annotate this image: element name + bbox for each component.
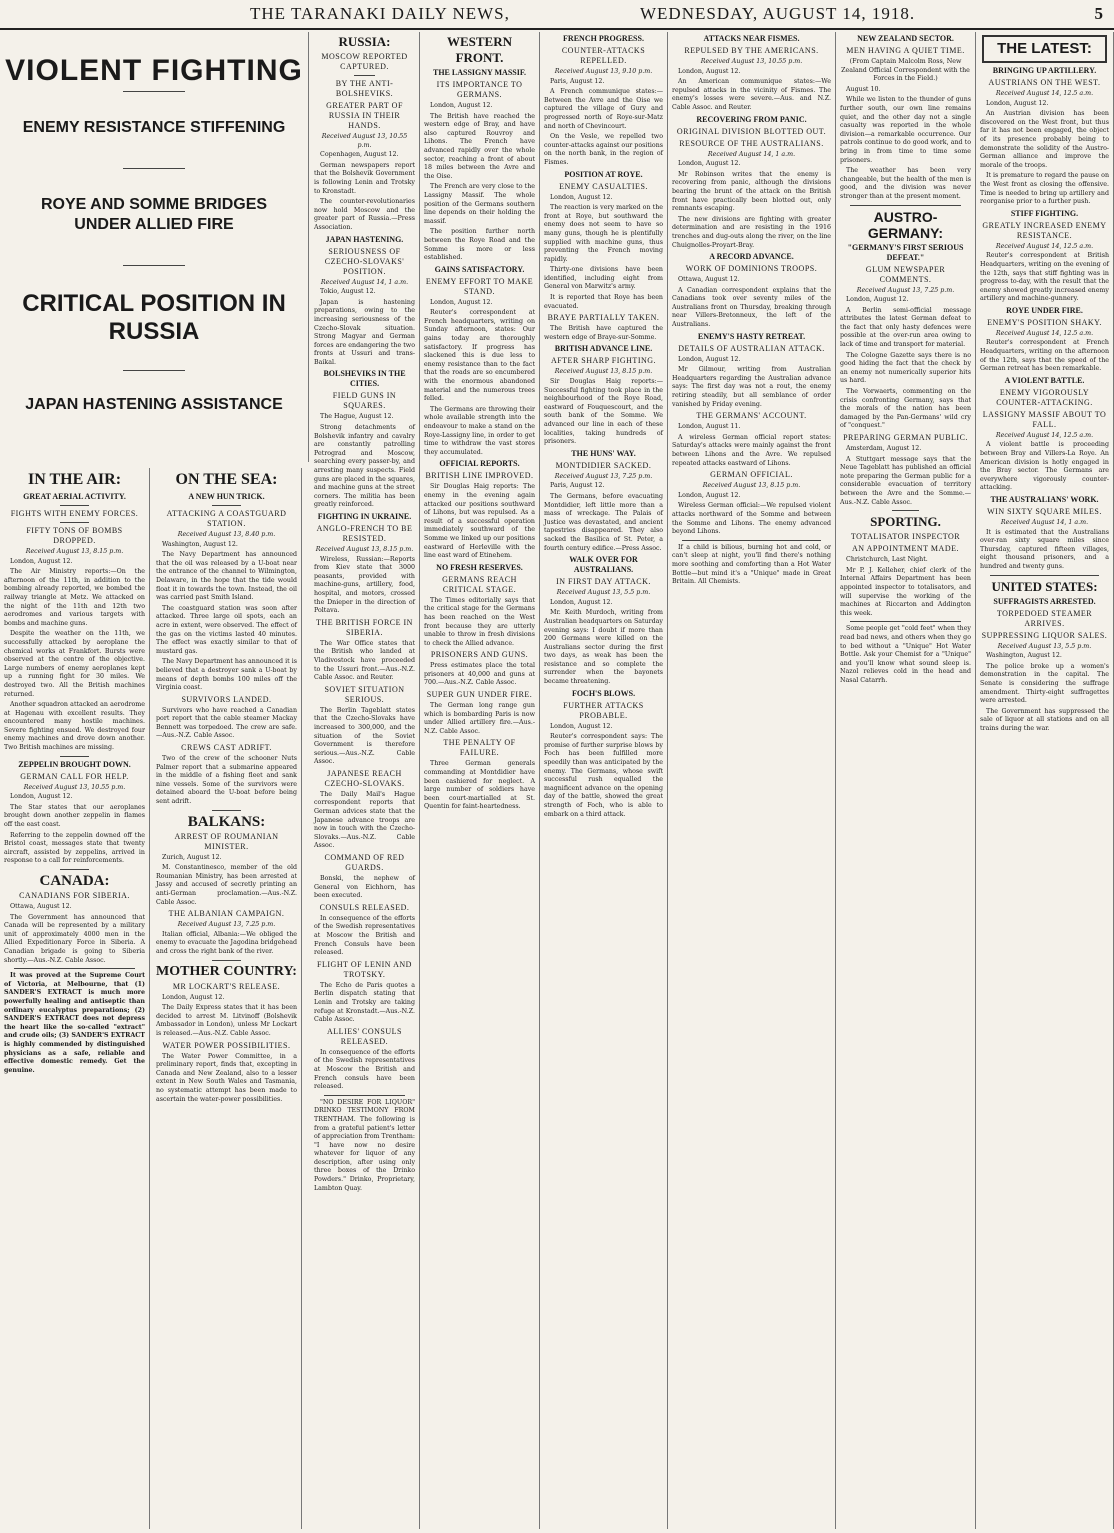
western-paragraph-3: The position further north between the Roye Road and the Somme is more or less established. bbox=[424, 228, 535, 262]
air-paragraph-2: Despite the weather on the 11th, we successfully attacked by aeroplane the chemical works at Frankfort. Bursts were observed at the centre of the objective. Large numbers of enemy aeroplanes kept up a running fight for 30 miles. We destroyed two. All the British machines returned. bbox=[4, 630, 145, 698]
mother-country-heading: MOTHER COUNTRY: bbox=[156, 963, 297, 979]
canada-paragraph: The Government has announced that Canada will be represented by a military unit of approximately 4000 men in the Allied Expeditionary Force in Siberia. A Canadian brigade is going to Siberia shortly.—Aus.-N.Z. Cable Assoc. bbox=[4, 913, 145, 964]
braye-paragraph: The British have captured the western edge of Braye-sur-Somme. bbox=[544, 325, 663, 341]
austro-germany-paragraph-2: The Cologne Gazette says there is no good hiding the fact that the check by an enemy not numerically superior hits us hard. bbox=[840, 351, 971, 385]
japanese-reach-paragraph: The Daily Mail's Hague correspondent reports that German advices state that the Japanese advance troops are now in touch with the Czecho-Slovaks.—Aus.-N.Z. Cable Assoc. bbox=[314, 790, 415, 850]
roye-under-fire-dateline: Received August 14, 12.5 a.m. bbox=[995, 329, 1094, 337]
record-advance-paragraph: A Canadian correspondent explains that the Canadians took over seventy miles of the Australians front on Thursday, breaking through near Villers-Bretonneux, the left of the Australians. bbox=[672, 286, 831, 329]
lead-split-columns bbox=[0, 468, 308, 1529]
united-states-subhead-3: SUPPRESSING LIQUOR SALES. bbox=[981, 630, 1108, 640]
united-states-dateline: Received August 13, 5.5 p.m. bbox=[997, 642, 1092, 650]
japan-place: Tokio, August 12. bbox=[320, 288, 376, 296]
recovering-paragraph-2: The new divisions are fighting with greater determination and are resisting in the 1916 trenches and dug-outs along the river, on the line Chuignolles-Proyart-Bray. bbox=[672, 215, 831, 249]
austro-germany-heading: AUSTRO-GERMANY: bbox=[867, 208, 944, 241]
supergun-heading: SUPER GUN UNDER FIRE. bbox=[426, 690, 533, 700]
austro-germany-subhead-2: GLUM NEWSPAPER COMMENTS. bbox=[865, 264, 946, 284]
section-title-latest: THE LATEST: bbox=[997, 40, 1092, 57]
french-dateline: Received August 13, 9.10 p.m. bbox=[554, 68, 653, 75]
huns-way-place: Paris, August 12. bbox=[550, 482, 605, 490]
australians-work-dateline: Received August 14, 1 a.m. bbox=[1000, 519, 1089, 526]
russia-place: Copenhagen, August 12. bbox=[320, 151, 399, 159]
survivors-paragraph: Survivors who have reached a Canadian port report that the cable steamer Mackay Bennett was torpedoed. The crew are safe.—Aus.-N.Z. Cable Assoc. bbox=[156, 706, 297, 740]
walk-over-dateline: Received August 13, 5.5 p.m. bbox=[556, 589, 651, 597]
gains-heading: GAINS SATISFACTORY. bbox=[434, 264, 525, 274]
austro-germany-subhead-1: "GERMANY'S FIRST SERIOUS DEFEAT." bbox=[847, 242, 964, 262]
nz-subhead: MEN HAVING A QUIET TIME. bbox=[846, 46, 965, 55]
issue-date: WEDNESDAY, AUGUST 14, 1918. bbox=[640, 4, 916, 23]
violent-battle-heading: A VIOLENT BATTLE. bbox=[1004, 375, 1085, 385]
red-guards-heading: COMMAND OF RED GUARDS. bbox=[324, 853, 405, 873]
united-states-paragraph-2: The Government has suppressed the sale of liquor at all stations and on all trains during the war. bbox=[980, 707, 1109, 732]
water-power-heading: WATER POWER POSSIBILITIES. bbox=[162, 1040, 291, 1050]
stiff-fighting-paragraph: Reuter's correspondent at British Headquarters, writing on the evening of the 12th, says that stiff fighting was in progress to-day, with the result that the enemy showed greatly increased enemy artillery and machine-gunnery. bbox=[980, 252, 1109, 303]
red-guards-paragraph: Bonski, the nephew of General von Eichhorn, has been executed. bbox=[314, 875, 415, 900]
western-paragraph-1: The British have reached the western edge of Bray, and have also captured Rouvroy and Lihons. The French have advanced rapidly over the whole sector, reaching a front of about 18 miles between the Avre and the Oise. bbox=[424, 112, 535, 180]
attacks-paragraph: An American communique states:—We repulsed attacks in the vicinity of Fismes. The enemy's losses were severe.—Aus. and N.Z. Cable Assoc. and Reuter. bbox=[672, 78, 831, 111]
australians-work-heading: THE AUSTRALIANS' WORK. bbox=[990, 495, 1099, 504]
fochs-blows-paragraph: Reuter's correspondent says: The promise of further surprise blows by Foch has been fulfilled more speedily than was anticipated by the enemy. The Germans, whose swift successful rush equalled the magnificent advance on the opening day of the battle, showed the great strength of Foch, who is able to embark on a third attack. bbox=[544, 733, 663, 818]
violent-battle-paragraph: A violent battle is proceeding between Bray and Villers-La Roye. An American division is hotly engaged in the Bray sector. The Germans are everywhere vigorously counter-attacking. bbox=[980, 441, 1109, 492]
german-official-dateline: Received August 13, 8.15 p.m. bbox=[702, 482, 801, 490]
french-place: Paris, August 12. bbox=[550, 77, 605, 85]
nz-paragraph-1: While we listen to the thunder of guns further south, our own line remains quiet, and the other day not a single casualty was reported in the whole division—a remarkable occurrence. Our patrols continue to do good work, and to bring in from time to time some prisoners. bbox=[840, 96, 971, 164]
attacks-dateline: Received August 13, 10.55 p.m. bbox=[700, 58, 803, 65]
roye-under-fire-paragraph: Reuter's correspondent at French Headquarters, writing on the afternoon of the 12th, says that the speed of the German retreat has been remarkable. bbox=[980, 339, 1109, 373]
record-advance-subhead: WORK OF DOMINIONS TROOPS. bbox=[685, 264, 818, 274]
air-paragraph-1: The Air Ministry reports:—On the afternoon of the 11th, in addition to the bombing already reported, we bombed the railway triangle at Metz. We attacked on the night of the 11th and 12th two aerodromes and various targets with bombs and machine guns. bbox=[4, 568, 145, 627]
russia-subhead-3: GREATER PART OF RUSSIA IN THEIR HANDS. bbox=[326, 101, 403, 130]
latest-subhead-1: BRINGING UP ARTILLERY. bbox=[992, 66, 1097, 75]
prisoners-paragraph: Press estimates place the total prisoners at 40,000 and guns at 700.—Aus.-N.Z. Cable Assoc. bbox=[424, 662, 535, 687]
canada-place: Ottawa, August 12. bbox=[10, 903, 72, 910]
headline-japan-hastening: JAPAN HASTENING ASSISTANCE bbox=[25, 396, 283, 413]
japanese-reach-heading: JAPANESE REACH CZECHO-SLOVAKS. bbox=[324, 768, 405, 788]
walk-over-subhead: IN FIRST DAY ATTACK. bbox=[556, 577, 651, 587]
united-states-subhead-1: SUFFRAGISTS ARRESTED. bbox=[993, 596, 1096, 606]
preparing-public-paragraph: A Stuttgart message says that the Neue Tageblatt has published an official note preparing the German public for a considerable evacuation of territory between the Avre and the Somme.—Aus.-N.Z. Cable Assoc. bbox=[840, 455, 971, 506]
air-subhead-2: FIGHTS WITH ENEMY FORCES. bbox=[10, 509, 139, 518]
bolsheviks-place: The Hague, August 12. bbox=[320, 413, 394, 421]
french-subhead: COUNTER-ATTACKS REPELLED. bbox=[561, 46, 646, 65]
roye-paragraph-2: Thirty-one divisions have been identified, including eight from General von Marwitz's army. bbox=[544, 266, 663, 291]
consuls-paragraph: In consequence of the efforts of the Swedish representatives at Moscow the British and French Consuls have been released. bbox=[314, 914, 415, 957]
stiff-fighting-subhead: GREATLY INCREASED ENEMY RESISTANCE. bbox=[982, 220, 1107, 240]
western-paragraph-2: The French are very close to the Lassigny Massif. The whole position of the Germans southern line depends on their holding the massif. bbox=[424, 183, 535, 225]
western-subhead-1: THE LASSIGNY MASSIF. bbox=[433, 68, 526, 77]
ukraine-dateline: Received August 13, 8.15 p.m. bbox=[315, 546, 414, 553]
germans-account-heading: THE GERMANS' ACCOUNT. bbox=[696, 411, 807, 421]
russia-paragraph-2: The counter-revolutionaries now hold Moscow and the greater part of Russia.—Press Association. bbox=[314, 198, 415, 231]
balkans-heading: BALKANS: bbox=[187, 813, 266, 830]
braye-heading: BRAYE PARTIALLY TAKEN. bbox=[547, 313, 660, 323]
roye-paragraph-1: The reaction is very marked on the front at Roye, but southward the enemy does not seem to have so many guns, though he is plentifully supplied with machine guns, thus preventing the French moving rapidly. bbox=[544, 204, 663, 263]
british-advance-dateline: Received August 13, 8.15 p.m. bbox=[554, 368, 653, 376]
nz-place: August 10. bbox=[846, 85, 881, 93]
headline-critical-position-russia: CRITICAL POSITION IN RUSSIA bbox=[22, 290, 286, 345]
ukraine-subhead: ANGLO-FRENCH TO BE RESISTED. bbox=[316, 524, 413, 543]
united-states-paragraph-1: The police broke up a women's demonstration in the capital. The Senate is considering the suffrage amendment. Thirty-eight suffragettes were arrested. bbox=[980, 662, 1109, 705]
column-french-progress bbox=[540, 32, 668, 1529]
section-title-western-front: WESTERN FRONT. bbox=[446, 34, 513, 65]
bolsheviks-subhead: FIELD GUNS IN SQUARES. bbox=[332, 391, 397, 411]
column-western-front bbox=[420, 32, 540, 1529]
latest-paragraph-1: An Austrian division has been discovered on the West front, but thus far it has not been engaged, the object of its presence probably being to demonstrate the solidity of the Austro-German alliance and improve the morale of the troops. bbox=[980, 110, 1109, 169]
huns-way-subhead: MONTDIDIER SACKED. bbox=[555, 460, 652, 470]
german-official-paragraph: Wireless German official:—We repulsed violent attacks northward of the Somme and between the Somme and Lihons. The enemy advanced beyond Lihons. bbox=[672, 502, 831, 536]
zeppelin-place: London, August 12. bbox=[10, 793, 73, 801]
recovering-heading: RECOVERING FROM PANIC. bbox=[696, 114, 807, 124]
headline-enemy-resistance: ENEMY RESISTANCE STIFFENING bbox=[22, 119, 286, 136]
consuls-heading: CONSULS RELEASED. bbox=[319, 902, 410, 912]
soviet-heading: SOVIET SITUATION SERIOUS. bbox=[324, 684, 405, 704]
austro-germany-place: London, August 12. bbox=[846, 296, 909, 304]
reserves-paragraph: The Times editorially says that the critical stage for the Germans has been reached on the West front because they are utterly unable to throw in fresh divisions to check the Allied advance. bbox=[424, 596, 535, 647]
huns-way-heading: THE HUNS' WAY. bbox=[571, 448, 636, 458]
column-in-the-air bbox=[0, 468, 150, 1529]
nz-intro: (From Captain Malcolm Ross, New Zealand Official Correspondent with the Forces in the Field.) bbox=[841, 58, 970, 83]
german-official-place: London, August 12. bbox=[678, 491, 741, 499]
air-subhead-1: GREAT AERIAL ACTIVITY. bbox=[23, 492, 126, 501]
germans-account-place: London, August 11. bbox=[678, 423, 741, 431]
sporting-heading: SPORTING. bbox=[870, 514, 941, 530]
drinko-advert: "NO DESIRE FOR LIQUOR" DRINKO TESTIMONY FROM TRENTHAM. The following is from a grateful patient's letter of appreciation from Trentham: "I have now no desire whatever for liquor of any description, after using only three boxes of the Drinko Powders." Drinko, Proprietary, Lambton Quay. bbox=[314, 1098, 415, 1192]
air-dateline: Received August 13, 8.15 p.m. bbox=[25, 548, 124, 555]
sporting-place: Christchurch, Last Night. bbox=[846, 556, 928, 564]
roye-under-fire-heading: ROYE UNDER FIRE. bbox=[1006, 305, 1083, 315]
hot-water-bottle-advert: If a child is bilious, burning hot and cold, or can't sleep at night, you'll find there's nothing more soothing and comforting than a Hot Water Bottle—but mind it's a "Unique" made in Great Britain. All Chemists. bbox=[672, 543, 831, 586]
russia-paragraph-1: German newspapers report that the Bolshevik Government is following Lenin and Trotsky to Kronstadt. bbox=[314, 161, 415, 195]
japan-subhead: SERIOUSNESS OF CZECHO-SLOVAKS' POSITION. bbox=[324, 246, 405, 276]
hasty-retreat-heading: ENEMY'S HASTY RETREAT. bbox=[697, 331, 806, 341]
section-title-attacks-fismes: ATTACKS NEAR FISMES. bbox=[703, 34, 800, 43]
allies-consuls-paragraph: In consequence of the efforts of the Swedish representatives at Moscow the British and French consuls have been released. bbox=[314, 1048, 415, 1091]
air-place: London, August 12. bbox=[10, 557, 73, 565]
mother-country-place: London, August 12. bbox=[162, 993, 225, 1001]
attacks-place: London, August 12. bbox=[678, 67, 741, 75]
united-states-heading: UNITED STATES: bbox=[991, 578, 1098, 594]
gains-paragraph-1: Reuter's correspondent at French headquarters, writing on Sunday afternoon, states: Our gains today are thoroughly satisfactory. If progress has slackened this is due less to enemy resistance than to the fact that the roads are so encumbered with the enormous abandoned material and the numerous trees felled. bbox=[424, 309, 535, 403]
column-russia bbox=[310, 32, 420, 1529]
hasty-retreat-paragraph: Mr Gilmour, writing from Australian Headquarters regarding the Australian advance says: The first day was not a rout, the enemy retiring steadily, but all semblance of order vanished by Friday evening. bbox=[672, 366, 831, 408]
british-advance-heading: BRITISH ADVANCE LINE. bbox=[554, 344, 653, 354]
air-subhead-3: FIFTY TONS OF BOMBS DROPPED. bbox=[26, 526, 123, 545]
official-reports-paragraph: Sir Douglas Haig reports: The enemy in the evening again attacked our positions southward of Lihons, but was repulsed. As a result of a successful operation immediately southward of the Somme we linked up our positions eastward of Herleville with the line east ward of Etinehem. bbox=[424, 483, 535, 560]
violent-battle-subhead-1: ENEMY VIGOROUSLY COUNTER-ATTACKING. bbox=[996, 387, 1093, 407]
column-nz-sector bbox=[836, 32, 976, 1529]
penalty-paragraph: Three German generals commanding at Montdidier have been cashiered for neglect. A large number of soldiers have been court-martialled at St. Quentin for faint-heartedness. bbox=[424, 760, 535, 811]
bolsheviks-paragraph: Strong detachments of Bolshevik infantry and cavalry are constantly patrolling Petrograd and Moscow, searching every passer-by, and arresting many suspects. Field guns are placed in the squares, and machine guns at the street corners. The militia has been greatly reinforced. bbox=[314, 424, 415, 509]
section-title-nz-sector: NEW ZEALAND SECTOR. bbox=[857, 34, 954, 43]
section-title-air: IN THE AIR: bbox=[27, 471, 122, 488]
french-paragraph-2: On the Vesle, we repelled two counter-attacks against our positions on the north bank, in the region of Fismes. bbox=[544, 133, 663, 166]
gains-paragraph-2: The Germans are throwing their whole available strength into the endeavour to make a stand on the Roye-Lassigny line, in order to get time to withdraw the vast stores they accumulated. bbox=[424, 405, 535, 456]
russia-subhead-2: BY THE ANTI-BOLSHEVIKS. bbox=[335, 79, 394, 98]
section-title-russia: RUSSIA: bbox=[338, 34, 391, 49]
sea-paragraph-2: The coastguard station was soon after attacked. Three large oil spots, each an acre in extent, were observed. The effect of the gas on the victims lasted 40 minutes. The effect was exactly similar to that of mustard gas. bbox=[156, 604, 297, 655]
albanian-heading: THE ALBANIAN CAMPAIGN. bbox=[168, 909, 285, 919]
roye-heading: POSITION AT ROYE. bbox=[564, 169, 643, 179]
balkans-place: Zurich, August 12. bbox=[162, 853, 222, 861]
attacks-subhead: REPULSED BY THE AMERICANS. bbox=[684, 46, 819, 55]
headline-violent-fighting: VIOLENT FIGHTING bbox=[5, 54, 303, 87]
preparing-public-place: Amsterdam, August 12. bbox=[846, 445, 922, 452]
siberia-heading: THE BRITISH FORCE IN SIBERIA. bbox=[316, 617, 413, 637]
mother-country-subhead: MR LOCKART'S RELEASE. bbox=[172, 981, 281, 991]
canada-heading: CANADA: bbox=[39, 873, 110, 889]
preparing-public-heading: PREPARING GERMAN PUBLIC. bbox=[843, 433, 968, 442]
crews-paragraph: Two of the crew of the schooner Nuts Palmer report that a submarine appeared in the middle of a fishing fleet and sank nine vessels. Some of the survivors were detained aboard the U-boat before being sent adrift. bbox=[156, 755, 297, 806]
sporting-paragraph: Mr P. J. Kelleher, chief clerk of the Internal Affairs Department has been appointed inspector to totalisators, and will supervise the working of the machines at Riccarton and Addington this week. bbox=[840, 566, 971, 617]
unique-bottle-advert: Some people get "cold feet" when they read bad news, and others when they go to bed without a "Unique" Hot Water Bottle. Ask your Chemist for a "Unique" and you'll know what sound sleep is. Nazol relieves cold in the head and Nasal Catarrh. bbox=[840, 625, 971, 684]
water-power-paragraph: The Water Power Committee, in a preliminary report, finds that, excepting in Canada and New Zealand, also to a lesser extent in New South Wales and Tasmania, no systematic attempt has been made to ascertain the water-power possibilities. bbox=[156, 1052, 297, 1103]
flight-heading: FLIGHT OF LENIN AND TROTSKY. bbox=[317, 959, 412, 979]
japan-dateline: Received August 14, 1 a.m. bbox=[320, 278, 409, 286]
recovering-dateline: Received August 14, 1 a.m. bbox=[707, 150, 796, 158]
latest-dateline: Received August 14, 12.5 a.m. bbox=[995, 90, 1094, 97]
column-attacks-fismes bbox=[668, 32, 836, 1529]
record-advance-heading: A RECORD ADVANCE. bbox=[709, 252, 794, 262]
fochs-blows-heading: FOCH'S BLOWS. bbox=[571, 688, 636, 698]
roye-place: London, August 12. bbox=[550, 193, 613, 201]
ukraine-heading: FIGHTING IN UKRAINE. bbox=[317, 512, 412, 521]
latest-paragraph-2: It is premature to regard the pause on the West front as closing the offensive. Time is needed to bring up artillery and reorganise prior to a further push. bbox=[980, 172, 1109, 206]
western-place: London, August 12. bbox=[430, 102, 493, 109]
sea-place: Washington, August 12. bbox=[162, 540, 238, 548]
sea-dateline: Received August 13, 8.40 p.m. bbox=[177, 531, 276, 538]
zeppelin-paragraph-2: Referring to the zeppelin downed off the Bristol coast, messages state that twenty aircraft, assisted by zeppelins, arrived in response to a call for reinforcements. bbox=[4, 831, 145, 865]
recovering-place: London, August 12. bbox=[678, 160, 741, 168]
zeppelin-dateline: Received August 13, 10.55 p.m. bbox=[23, 783, 126, 791]
record-advance-place: Ottawa, August 12. bbox=[678, 276, 740, 284]
huns-way-paragraph: The Germans, before evacuating Montdidier, left little more than a mass of wreckage. The Palais of Justice was devastated, and ancient tapestries disappeared. They also sacked the Basilica of St. Peter, a fourth century edifice.—Press Assoc. bbox=[544, 492, 663, 552]
masthead bbox=[0, 0, 1114, 30]
walk-over-place: London, August 12. bbox=[550, 598, 613, 606]
western-subhead-2: ITS IMPORTANCE TO GERMANS. bbox=[436, 80, 523, 99]
huns-way-dateline: Received August 13, 7.25 p.m. bbox=[554, 472, 653, 480]
penalty-heading: THE PENALTY OF FAILURE. bbox=[443, 738, 516, 758]
column-the-latest bbox=[976, 32, 1114, 1529]
gains-place: London, August 12. bbox=[430, 298, 493, 306]
gains-subhead: ENEMY EFFORT TO MAKE STAND. bbox=[425, 276, 534, 296]
roye-under-fire-subhead: ENEMY'S POSITION SHAKY. bbox=[987, 317, 1102, 327]
british-advance-paragraph: Sir Douglas Haig reports:—Successful fighting took place in the neighbourhood of the Roye Road, eastward of Fouquescourt, and the south bank of the Somme. We advanced our line in each of these localities, taking hundreds of prisoners. bbox=[544, 378, 663, 446]
soviet-paragraph: The Berlin Tageblatt states that the Czecho-Slovaks have increased to 300,000, and the situation of the Soviet Government is therefore serious.—Aus.-N.Z. Cable Assoc. bbox=[314, 706, 415, 766]
newspaper-title: THE TARANAKI DAILY NEWS, bbox=[250, 4, 510, 23]
sporting-subhead-2: AN APPOINTMENT MADE. bbox=[852, 544, 959, 554]
official-reports-subhead: BRITISH LINE IMPROVED. bbox=[425, 471, 534, 481]
sea-paragraph-1: The Navy Department has announced that the oil was released by a U-boat near the entrance of the channel to Wilmington, Delaware, in the hope that the tide would float it in towards the town. Instead, the oil was carried past Smith Island. bbox=[156, 551, 297, 602]
page-number: 5 bbox=[1094, 4, 1104, 23]
zeppelin-heading: ZEPPELIN BROUGHT DOWN. bbox=[18, 759, 131, 769]
walk-over-paragraph: Mr. Keith Murdoch, writing from Australian headquarters on Saturday evening says: I doubt if more than 200 Germans were killed on the Australians sector during the first two days, as weak has been the resistance and so complete the surrender when the bayonets became threatening. bbox=[544, 609, 663, 686]
sea-subhead-1: A NEW HUN TRICK. bbox=[188, 492, 265, 501]
japan-paragraph: Japan is hastening preparations, owing to the increasing seriousness of the Czecho-Slovak situation. Strong Magyar and German forces are endangering the two fronts at Ussuri and trans-Baikal. bbox=[314, 298, 415, 366]
austro-germany-dateline: Received August 13, 7.25 p.m. bbox=[856, 286, 955, 294]
russia-dateline: Received August 13, 10.55 p.m. bbox=[321, 133, 408, 149]
recovering-paragraph-1: Mr Robinson writes that the enemy is recovering from panic, although the divisions bearing the brunt of the attack on the British front have practically been blotted out, only remnants escaping. bbox=[672, 170, 831, 213]
japan-heading: JAPAN HASTENING. bbox=[325, 234, 404, 244]
supergun-paragraph: The German long range gun which is bombarding Paris is now under Allied artillery fire.—Aus.-N.Z. Cable Assoc. bbox=[424, 702, 535, 735]
latest-box bbox=[982, 35, 1107, 63]
united-states-place: Washington, August 12. bbox=[986, 652, 1062, 660]
reserves-subhead: GERMANS REACH CRITICAL STAGE. bbox=[442, 574, 517, 594]
germans-account-paragraph: A wireless German official report states: Saturday's attacks were mainly against the front between Lihons and the Avre. We repulsed repeated attacks eastward of Lihons. bbox=[672, 433, 831, 467]
reserves-heading: NO FRESH RESERVES. bbox=[436, 562, 523, 572]
balkans-subhead: ARREST OF ROUMANIAN MINISTER. bbox=[174, 831, 279, 851]
canada-subhead: CANADIANS FOR SIBERIA. bbox=[19, 891, 130, 900]
united-states-subhead-2: TORPEDOED STEAMER ARRIVES. bbox=[996, 608, 1093, 628]
russia-subhead-1: MOSCOW REPORTED CAPTURED. bbox=[321, 52, 408, 71]
flight-paragraph: The Echo de Paris quotes a Berlin dispatch stating that Lenin and Trotsky are taking refuge at Kronstadt.—Aus.-N.Z. Cable Assoc. bbox=[314, 981, 415, 1024]
sanders-extract-advert: It was proved at the Supreme Court of Victoria, at Melbourne, that (1) SANDER'S EXTRACT is much more powerfully healing and antiseptic than ordinary eucalyptus preparations; (2) SANDER'S EXTRACT does not depress the heart like the so-called "extract" and crude oils; (3) SANDER'S EXTRACT is highly commended by distinguished physicians as a safe, reliable and effective domestic remedy. Get the genuine. bbox=[4, 972, 145, 1074]
austro-germany-paragraph-1: A Berlin semi-official message attributes the latest German defeat to the fact that only hasty defences were possible at the over-run area owing to lack of time and transport for material. bbox=[840, 306, 971, 349]
violent-battle-subhead-2: LASSIGNY MASSIF ABOUT TO FALL. bbox=[982, 409, 1107, 429]
latest-subhead-2: AUSTRIANS ON THE WEST. bbox=[988, 78, 1101, 87]
section-title-french-progress: FRENCH PROGRESS. bbox=[563, 34, 644, 43]
hasty-retreat-place: London, August 12. bbox=[678, 355, 741, 363]
ukraine-paragraph: Wireless, Russian:—Reports from Kiev state that 3000 peasants, provided with machine-guns, artillery, food, hospital, and motors, crossed the Dnieper in the direction of Poltava. bbox=[314, 555, 415, 615]
australians-work-subhead: WIN SIXTY SQUARE MILES. bbox=[987, 507, 1102, 516]
australians-work-paragraph: It is estimated that the Australians over-ran sixty square miles since Thursday, captured fifteen villages, eight thousand prisoners, and a hundred and twenty guns. bbox=[980, 528, 1109, 570]
zeppelin-paragraph-1: The Star states that our aeroplanes brought down another zeppelin in flames off the east coast. bbox=[4, 803, 145, 829]
walk-over-heading: WALK OVER FOR AUSTRALIANS. bbox=[569, 555, 638, 575]
recovering-subhead-1: ORIGINAL DIVISION BLOTTED OUT. bbox=[676, 126, 827, 136]
section-title-sea: ON THE SEA: bbox=[175, 471, 278, 488]
nz-paragraph-2: The weather has been very changeable, but the health of the men is good, and the division was never stronger than at the present moment. bbox=[840, 167, 971, 200]
austro-germany-paragraph-3: The Vorwaerts, commenting on the crisis confronting Germany, says that the morals of the nation has been damaged by the Pan-Germans' wild cry of "conquest." bbox=[840, 388, 971, 430]
stiff-fighting-dateline: Received August 14, 12.5 a.m. bbox=[995, 242, 1094, 250]
roye-subhead: ENEMY CASUALTIES. bbox=[559, 181, 648, 191]
stiff-fighting-heading: STIFF FIGHTING. bbox=[1010, 208, 1079, 218]
roye-paragraph-3: It is reported that Roye has been evacuated. bbox=[544, 294, 663, 310]
mother-country-paragraph: The Daily Express states that it has been decided to arrest M. Litvinoff (Bolshevik Ambassador in London), unless Mr Lockart is released.—Aus.-N.Z. Cable Assoc. bbox=[156, 1004, 297, 1037]
sea-paragraph-3: The Navy Department has announced it is believed that a destroyer sank a U-boat by means of depth bombs 100 miles off the Virginia coast. bbox=[156, 658, 297, 692]
prisoners-heading: PRISONERS AND GUNS. bbox=[430, 650, 529, 660]
air-paragraph-3: Another squadron attacked an aerodrome at Hagenau with excellent results. They encountered many hostile machines. Severe fighting ensued. We destroyed four enemy machines and drove down another. Two British machines are missing. bbox=[4, 701, 145, 752]
latest-place: London, August 12. bbox=[986, 99, 1049, 107]
balkans-paragraph: M. Constantinesco, member of the old Roumanian Ministry, has been arrested at Jassy and accused of secretly printing an anti-German proclamation.—Aus.-N.Z. Cable Assoc. bbox=[156, 864, 297, 906]
crews-heading: CREWS CAST ADRIFT. bbox=[181, 743, 272, 753]
german-official-heading: GERMAN OFFICIAL. bbox=[710, 470, 793, 480]
sea-subhead-2: ATTACKING A COASTGUARD STATION. bbox=[166, 509, 287, 528]
survivors-heading: SURVIVORS LANDED. bbox=[181, 694, 272, 704]
allies-consuls-heading: ALLIES' CONSULS RELEASED. bbox=[327, 1026, 402, 1046]
sporting-subhead-1: TOTALISATOR INSPECTOR bbox=[850, 532, 961, 542]
hasty-retreat-subhead: DETAILS OF AUSTRALIAN ATTACK. bbox=[678, 343, 825, 353]
column-on-the-sea bbox=[152, 468, 302, 1529]
albanian-dateline: Received August 13, 7.25 p.m. bbox=[177, 921, 276, 929]
siberia-paragraph: The War Office states that the British who landed at Vladivostock have proceeded to the Ussuri front.—Aus.-N.Z. Cable Assoc. and Reuter. bbox=[314, 639, 415, 682]
british-advance-subhead: AFTER SHARP FIGHTING. bbox=[550, 356, 657, 366]
fochs-blows-place: London, August 12. bbox=[550, 722, 613, 730]
lead-headline-block bbox=[0, 32, 309, 462]
fochs-blows-subhead: FURTHER ATTACKS PROBABLE. bbox=[563, 700, 644, 720]
french-paragraph-1: A French communique states:—Between the Avre and the Oise we captured the village of Gury and progressed north of Roye-sur-Matz and north of Chevincourt. bbox=[544, 88, 663, 130]
violent-battle-dateline: Received August 14, 12.5 a.m. bbox=[995, 431, 1094, 439]
zeppelin-subhead: GERMAN CALL FOR HELP. bbox=[20, 771, 129, 781]
albanian-paragraph: Italian official, Albania:—We obliged the enemy to evacuate the Jagodina bridgehead and cross the right bank of the river. bbox=[156, 930, 297, 955]
recovering-subhead-2: RESOURCE OF THE AUSTRALIANS. bbox=[679, 138, 824, 148]
bolsheviks-heading: BOLSHEVIKS IN THE CITIES. bbox=[323, 369, 406, 389]
headline-roye-somme: ROYE AND SOMME BRIDGES UNDER ALLIED FIRE bbox=[40, 196, 268, 233]
official-reports-heading: OFFICIAL REPORTS. bbox=[439, 459, 520, 469]
